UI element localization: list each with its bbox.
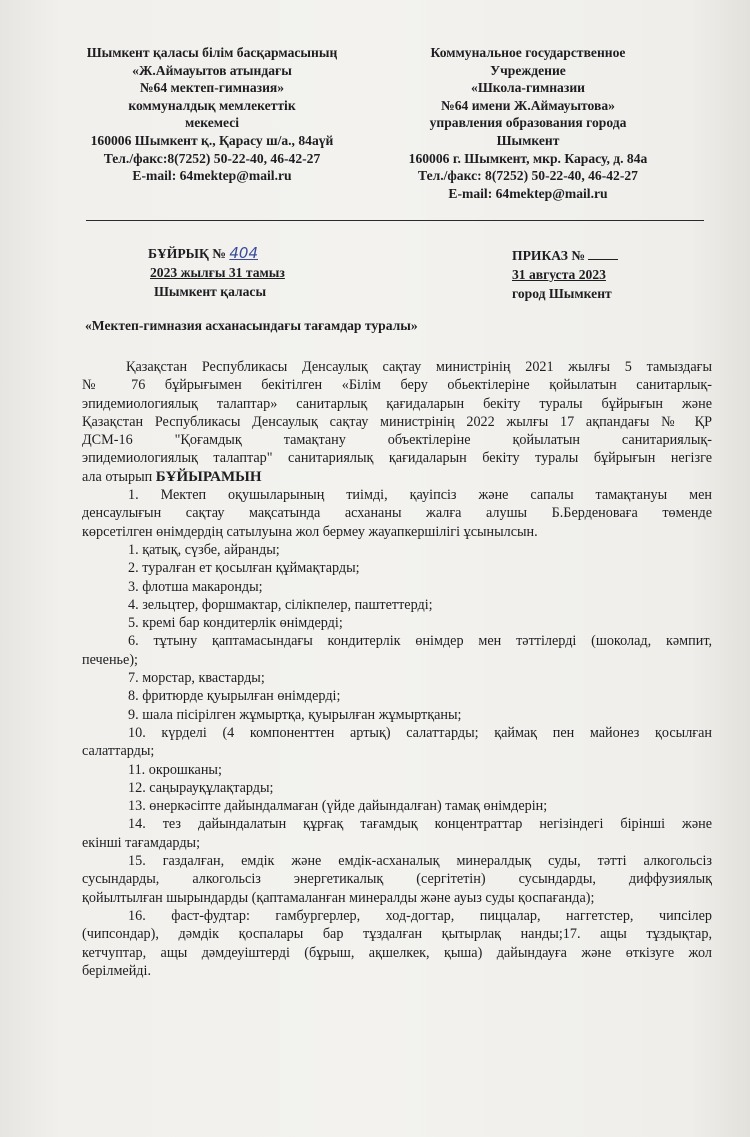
list-item [82, 614, 712, 632]
header-line: Шымкент [496, 132, 560, 148]
order-title-kz: БҰЙРЫҚ № 404 [148, 244, 258, 262]
decree-word: БҰЙЫРАМЫН [155, 468, 262, 485]
order-city-kz: Шымкент қаласы [154, 284, 267, 299]
order-title-ru: ПРИКАЗ № [512, 246, 618, 265]
order-block-kazakh [148, 244, 285, 301]
preamble-line: Қазақстан Республикасы Денсаулық сақтау министрінің 2021 жылғы 5 тамыздағы [126, 359, 712, 375]
list-item-line: 7. морстар, квастарды; [128, 670, 265, 687]
list-item-line: 10. күрделі (4 компоненттен артық) салаттарды; қаймақ пен майонез қосылған [128, 724, 712, 741]
list-item [82, 761, 712, 779]
list-item [82, 687, 712, 705]
list-item [82, 596, 712, 614]
list-item-line: печенье); [82, 651, 138, 668]
list-item-line: 13. өнеркәсіпте дайындалмаған (үйде дайындалған) тамақ өнімдерін; [128, 798, 548, 815]
item-1-line: көрсетілген өнімдердің сатылуына жол бермеу жауапкершілігі ұсынылсын. [82, 523, 538, 540]
header-line: коммуналдық мемлекеттік [128, 97, 296, 113]
header-line: E-mail: 64mektep@mail.ru [132, 168, 292, 184]
header-line: мекемесі [184, 115, 240, 131]
preamble-line [82, 468, 712, 486]
list-item-line: 2. туралған ет қосылған құймақтарды; [128, 560, 360, 577]
header-kazakh [62, 44, 362, 185]
list-item [82, 797, 712, 815]
header-line: №64 мектеп-гимназия» [139, 80, 285, 96]
list-item-line: 15. газдалған, емдік және емдік-асханалық минералдық суды, тәтті алкогольсіз [128, 853, 712, 870]
list-item [82, 578, 712, 596]
list-item-line: берілмейді. [82, 962, 152, 979]
header-line: Тел./факс: 8(7252) 50-22-40, 46-42-27 [418, 168, 638, 184]
list-item-line: 5. кремі бар кондитерлік өнімдерді; [128, 615, 343, 632]
header-line: Учреждение [490, 62, 566, 78]
list-item-line: қойылтылған шырындарды (қаптамаланған минералды және ауыз суды қоспағанда); [82, 889, 595, 906]
preamble-last: ала отырып [82, 468, 156, 485]
order-city-ru: город Шымкент [512, 286, 612, 301]
list-item-line: 11. окрошканы; [128, 761, 222, 778]
list-item [82, 706, 712, 724]
header-line: «Ж.Аймауытов атындағы [132, 62, 292, 78]
header-line: 160006 Шымкент қ., Қарасу ш/а., 84аүй [90, 132, 334, 148]
order-number-blank [588, 248, 618, 260]
order-body [82, 358, 712, 980]
list-item-line: 9. шала пісірілген жұмыртқа, қуырылған жұмыртқаны; [128, 706, 462, 723]
handwritten-order-number: 404 [229, 244, 258, 262]
list-item-line: екінші тағамдарды; [82, 834, 201, 851]
list-item-line: сусындарды, алкогольсіз энергетикалық (сергітетін) сусындарды, диффузиялық [82, 871, 712, 888]
list-item [82, 815, 712, 852]
list-item [82, 779, 712, 797]
order-subject: «Мектеп-гимназия асханасындағы тағамдар туралы» [85, 318, 418, 333]
header-divider [86, 220, 704, 221]
list-item-line: 1. қатық, сүзбе, айранды; [128, 541, 280, 558]
header-line: E-mail: 64mektep@mail.ru [448, 185, 608, 201]
header-line: Шымкент қаласы білім басқармасының [86, 45, 338, 60]
list-item [82, 907, 712, 980]
list-item-line: салаттарды; [82, 743, 155, 760]
order-block-russian [512, 246, 618, 303]
list-item-line: кетчуптар, ащы дәмдеуіштерді (бұрыш, ақшелкек, қыша) дайындауға және өткізуге жол [82, 944, 712, 961]
list-item-line: 8. фритюрде қуырылған өнімдерді; [128, 688, 341, 705]
header-line: управления образования города [429, 115, 627, 131]
list-item-line: (чипсондар), дәмдік қоспалары бар тұздалған қытырлақ нанды;17. ащы тұздықтар, [82, 926, 712, 943]
list-item-line: 6. тұтыну қаптамасындағы кондитерлік өнімдер мен тәттілерді (шоколад, кәмпит, [128, 633, 712, 650]
preamble-line: эпидемиологиялық талаптар» санитарлық қағидаларын бекіту туралы бұйрығын және [82, 395, 712, 412]
header-line: №64 имени Ж.Аймауытова» [441, 97, 615, 113]
header-line: 160006 г. Шымкент, мкр. Карасу, д. 84а [408, 150, 648, 166]
preamble-line: эпидемиологиялық талаптар" санитариялық қағидаларын бекіту туралы бұйрығын негізге [82, 450, 712, 467]
header-line: «Школа-гимназии [471, 80, 585, 96]
preamble-line: № 76 бұйрығымен бекітілген «Білім беру обьектілеріне қойылатын санитарлық- [82, 377, 712, 394]
list-item [82, 669, 712, 687]
list-item [82, 541, 712, 559]
preamble-line: Қазақстан Республикасы Денсаулық сақтау министрінің 2022 жылғы 17 ақпандағы № ҚР [82, 413, 712, 430]
header-line: Тел./факс:8(7252) 50-22-40, 46-42-27 [103, 150, 321, 166]
list-item-line: 12. саңырауқұлақтарды; [128, 779, 274, 796]
list-item-line: 16. фаст-фудтар: гамбургерлер, ход-догтар, пиццалар, наггетстер, чипсілер [128, 907, 712, 924]
list-item-line: 3. флотша макаронды; [128, 578, 263, 595]
list-item [82, 852, 712, 907]
order-date-ru: 31 августа 2023 [512, 267, 606, 282]
header-line: Коммунальное государственное [430, 45, 626, 60]
header-russian [378, 44, 678, 202]
list-item-line: 4. зельцтер, форшмактар, сілікпелер, паштеттерді; [128, 596, 433, 613]
list-item-line: 14. тез дайындалатын құрғақ тағамдық концентраттар негізіндегі бірінші және [128, 816, 712, 833]
order-date-kz: 2023 жылғы 31 тамыз [150, 265, 285, 280]
preamble-line: ДСМ-16 "Қоғамдық тамақтану объектілеріне қойылатын санитариялық- [82, 432, 712, 449]
item-1-line: денсаулығын сақтау мақсатында асхананы жалға алушы Б.Берденоваға төменде [82, 505, 712, 522]
list-item [82, 632, 712, 669]
list-item [82, 559, 712, 577]
list-item [82, 724, 712, 761]
item-1-line: 1. Мектеп оқушыларының тиімді, қауіпсіз және сапалы тамақтануы мен [128, 487, 712, 504]
